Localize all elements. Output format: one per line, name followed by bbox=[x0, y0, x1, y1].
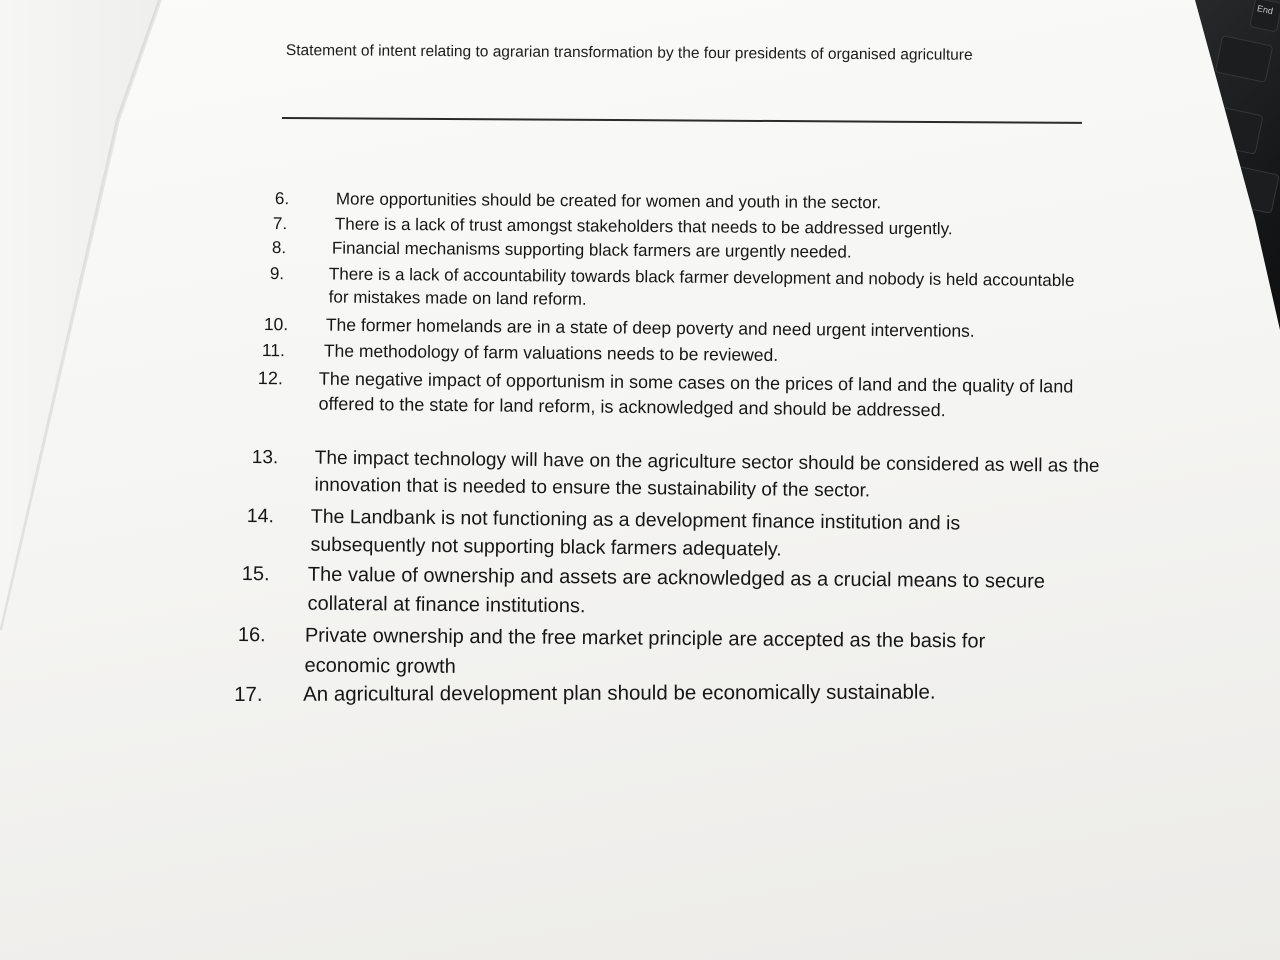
item-text: An agricultural development plan should be economically sustainable. bbox=[303, 680, 936, 706]
item-text: The impact technology will have on the agriculture sector should be considered as well as the innovation that is needed to ensure the sustainability of the sector. bbox=[314, 447, 1100, 502]
keyboard-key bbox=[1215, 35, 1274, 83]
item-number: 13. bbox=[251, 446, 279, 469]
item-text: There is a lack of trust amongst stakeholders that needs to be addressed urgently. bbox=[334, 214, 953, 239]
end-key bbox=[1249, 0, 1280, 33]
item-text: Financial mechanisms supporting black farmers are urgently needed. bbox=[331, 238, 852, 262]
list-item-17 bbox=[234, 677, 1054, 710]
item-number: 15. bbox=[241, 562, 270, 586]
item-text: The former homelands are in a state of deep poverty and need urgent interventions. bbox=[325, 314, 975, 341]
item-text: There is a lack of accountability towards black farmer development and nobody is held accountable for mistakes made on land reform. bbox=[328, 264, 1075, 309]
item-number: 8. bbox=[271, 237, 287, 258]
item-text: The Landbank is not functioning as a development finance institution and is subsequently not supporting black farmers adequately. bbox=[310, 505, 961, 561]
item-number: 17. bbox=[234, 682, 263, 706]
item-text: More opportunities should be created for women and youth in the sector. bbox=[335, 189, 882, 213]
item-text: The value of ownership and assets are acknowledged as a crucial means to secure collateral at finance institutions. bbox=[307, 563, 1046, 618]
list-item-14 bbox=[246, 502, 1027, 566]
item-text: Private ownership and the free market principle are accepted as the basis for economic growth bbox=[304, 624, 986, 678]
item-text: The methodology of farm valuations needs to be reviewed. bbox=[323, 340, 779, 365]
item-number: 7. bbox=[272, 213, 288, 234]
list-item-13 bbox=[251, 444, 1132, 507]
item-number: 11. bbox=[261, 339, 286, 361]
item-number: 9. bbox=[269, 263, 285, 284]
item-number: 16. bbox=[237, 623, 266, 647]
item-number: 10. bbox=[263, 313, 289, 335]
end-key-label: End bbox=[1256, 3, 1274, 17]
list-item-9 bbox=[270, 262, 1098, 315]
item-number: 12. bbox=[257, 367, 284, 389]
item-number: 14. bbox=[246, 504, 275, 528]
item-text: The negative impact of opportunism in some cases on the prices of land and the quality of land offered to the state for land reform, is acknowledged and should be addressed. bbox=[318, 368, 1074, 421]
document-title: Statement of intent relating to agrarian transformation by the four presidents of organised agriculture bbox=[285, 41, 973, 64]
list-item-15 bbox=[241, 560, 1112, 626]
list-item-12 bbox=[257, 366, 1077, 425]
item-number: 6. bbox=[274, 188, 290, 209]
